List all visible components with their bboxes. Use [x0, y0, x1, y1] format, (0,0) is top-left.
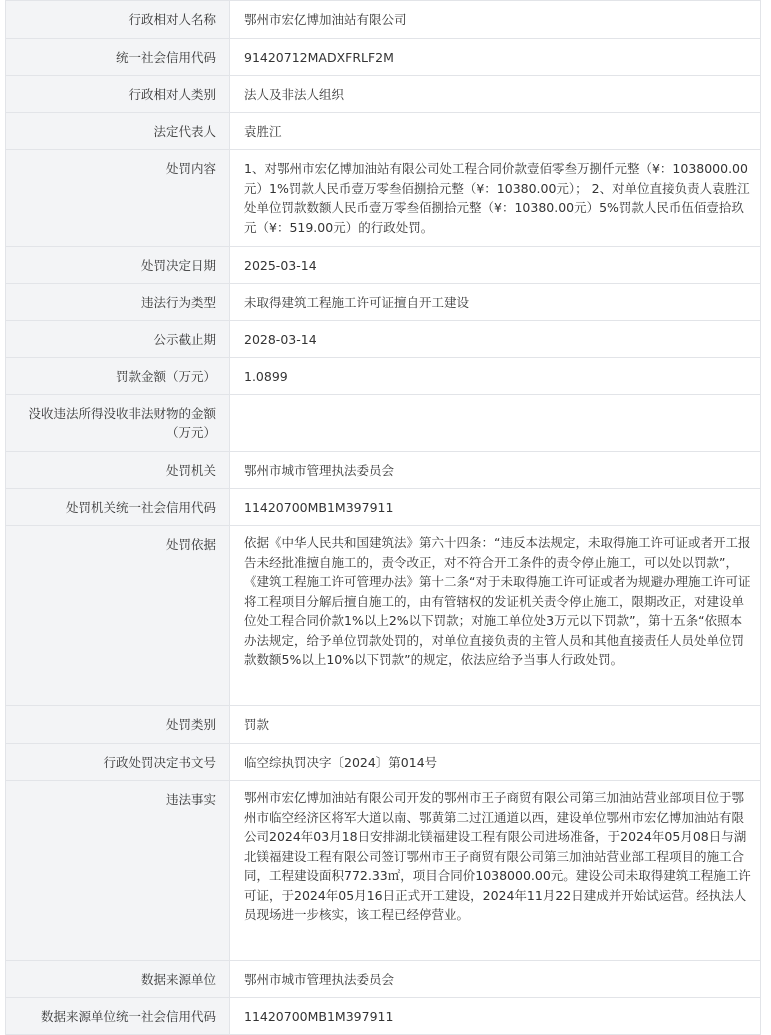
table-row — [6, 489, 761, 526]
field-value-penalty-basis: 依据《中华人民共和国建筑法》第六十四条：“违反本法规定，未取得施工许可证或者开工报告未经批准擅自施工的，责令改正，对不符合开工条件的责令停止施工，可以处以罚款”，《建筑工程施工许可管理办法》第十二条“对于未取得施工许可证或者为规避办理施工许可证将工程项目分解后擅自施工的，由有管辖权的发证机关责令停止施工，限期改正，对建设单位处工程合同价款1%以上2%以下罚款；对施工单位处3万元以下罚款”，第十五条“依照本办法规定，给予单位罚款处罚的，对单位直接负责的主管人员和其他直接责任人员处单位罚款数额5%以上10%以下罚款”的规定，依法应给予当事人行政处罚。 — [230, 526, 761, 706]
table-row — [6, 39, 761, 76]
field-value-confiscation-amount — [230, 395, 761, 452]
table-row — [6, 395, 761, 452]
penalty-record-table — [5, 0, 761, 1035]
field-value-party-name: 鄂州市宏亿博加油站有限公司 — [230, 1, 761, 39]
table-row — [6, 781, 761, 961]
field-value-legal-representative: 袁胜江 — [230, 113, 761, 150]
field-label-data-source: 数据来源单位 — [6, 961, 230, 998]
field-label-confiscation-amount: 没收违法所得没收非法财物的金额（万元） — [6, 395, 230, 452]
field-value-publicity-deadline: 2028-03-14 — [230, 321, 761, 358]
table-row — [6, 744, 761, 781]
field-label-party-name: 行政相对人名称 — [6, 1, 230, 39]
field-value-decision-date: 2025-03-14 — [230, 247, 761, 284]
table-row — [6, 998, 761, 1035]
table-row — [6, 247, 761, 284]
field-label-party-category: 行政相对人类别 — [6, 76, 230, 113]
field-label-penalty-authority: 处罚机关 — [6, 452, 230, 489]
field-label-violation-type: 违法行为类型 — [6, 284, 230, 321]
table-row — [6, 1, 761, 39]
table-row — [6, 706, 761, 744]
table-row — [6, 526, 761, 706]
table-row — [6, 961, 761, 998]
field-value-penalty-authority: 鄂州市城市管理执法委员会 — [230, 452, 761, 489]
field-label-decision-doc-number: 行政处罚决定书文号 — [6, 744, 230, 781]
field-label-violation-facts: 违法事实 — [6, 781, 230, 961]
field-label-authority-credit-code: 处罚机关统一社会信用代码 — [6, 489, 230, 526]
field-label-fine-amount: 罚款金额（万元） — [6, 358, 230, 395]
table-row — [6, 113, 761, 150]
field-value-violation-type: 未取得建筑工程施工许可证擅自开工建设 — [230, 284, 761, 321]
table-row — [6, 150, 761, 247]
table-row — [6, 452, 761, 489]
table-row — [6, 76, 761, 113]
table-row — [6, 284, 761, 321]
field-value-penalty-category: 罚款 — [230, 706, 761, 744]
field-label-publicity-deadline: 公示截止期 — [6, 321, 230, 358]
field-label-decision-date: 处罚决定日期 — [6, 247, 230, 284]
field-value-data-source: 鄂州市城市管理执法委员会 — [230, 961, 761, 998]
field-label-legal-representative: 法定代表人 — [6, 113, 230, 150]
field-label-penalty-content: 处罚内容 — [6, 150, 230, 247]
field-value-data-source-credit-code: 11420700MB1M397911 — [230, 998, 761, 1035]
field-value-decision-doc-number: 临空综执罚决字〔2024〕第014号 — [230, 744, 761, 781]
field-value-credit-code: 91420712MADXFRLF2M — [230, 39, 761, 76]
field-value-fine-amount: 1.0899 — [230, 358, 761, 395]
field-value-violation-facts: 鄂州市宏亿博加油站有限公司开发的鄂州市王子商贸有限公司第三加油站营业部项目位于鄂州市临空经济区将军大道以南、鄂黄第二过江通道以西，建设单位鄂州市宏亿博加油站有限公司2024年03月18日安排湖北镁福建设工程有限公司进场准备，于2024年05月08日与湖北镁福建设工程有限公司签订鄂州市王子商贸有限公司第三加油站营业部工程项目的施工合同，工程建设面积772.33㎡，项目合同价1038000.00元。建设公司未取得建筑工程施工许可证，于2024年05月16日正式开工建设，2024年11月22日建成并开始试运营。经执法人员现场进一步核实，该工程已经停营业。 — [230, 781, 761, 961]
table-row — [6, 321, 761, 358]
table-row — [6, 358, 761, 395]
field-label-credit-code: 统一社会信用代码 — [6, 39, 230, 76]
field-label-penalty-category: 处罚类别 — [6, 706, 230, 744]
field-label-penalty-basis: 处罚依据 — [6, 526, 230, 706]
field-value-party-category: 法人及非法人组织 — [230, 76, 761, 113]
field-value-authority-credit-code: 11420700MB1M397911 — [230, 489, 761, 526]
field-value-penalty-content: 1、对鄂州市宏亿博加油站有限公司处工程合同价款壹佰零叁万捌仟元整（¥：1038000.00元）1%罚款人民币壹万零叁佰捌拾元整（¥：10380.00元）； 2、对单位直接负责人袁胜江处单位罚款数额人民币壹万零叁佰捌拾元整（¥：10380.00元）5%罚款人民币伍佰壹拾玖元（¥：519.00元）的行政处罚。 — [230, 150, 761, 247]
field-label-data-source-credit-code: 数据来源单位统一社会信用代码 — [6, 998, 230, 1035]
